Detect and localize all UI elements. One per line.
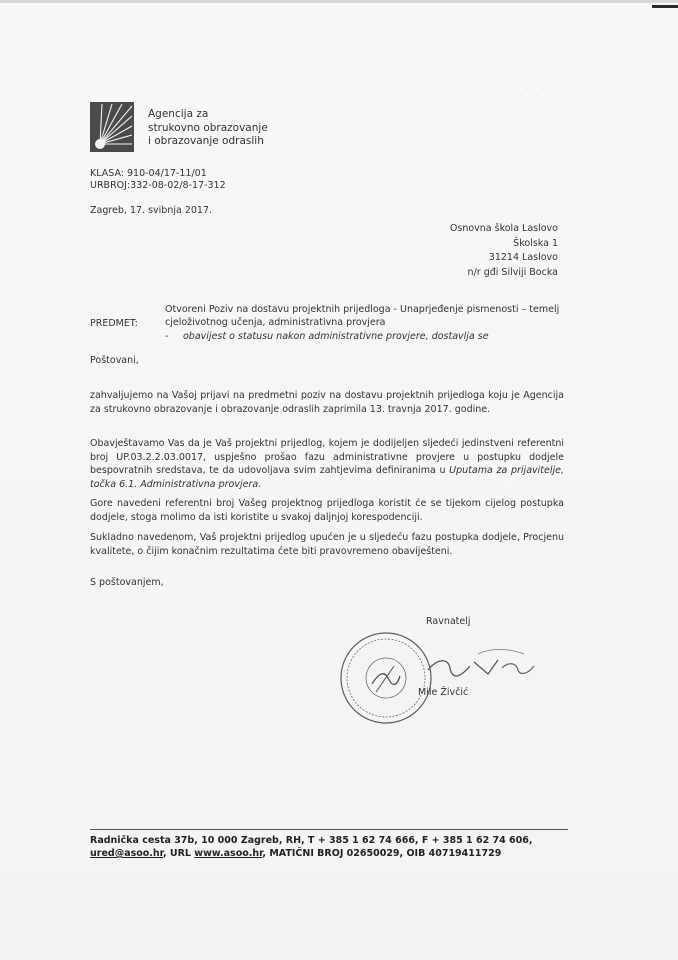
subject-line: cjeloživotnog učenja, administrativna provjera xyxy=(165,317,386,328)
agency-name-line: Agencija za xyxy=(148,108,209,120)
subject-dash: - xyxy=(165,331,169,342)
footer-email-link[interactable]: ured@asoo.hr xyxy=(90,848,163,859)
footer-url-link[interactable]: www.asoo.hr xyxy=(194,848,263,859)
footer-contact xyxy=(90,834,532,860)
subject-line: Otvoreni Poziv na dostavu projektnih prijedloga - Unaprjeđenje pismenosti – temelj xyxy=(165,304,560,315)
agency-name-line: strukovno obrazovanje xyxy=(148,121,268,134)
footer-line-2 xyxy=(90,847,532,860)
subject-text xyxy=(165,303,585,343)
urbroj: URBROJ:332-08-02/8-17-312 xyxy=(90,180,226,191)
footer-url-label: , URL xyxy=(162,848,191,859)
footer-line: Radnička cesta 37b, 10 000 Zagreb, RH, T + 385 1 62 74 666, F + 385 1 62 74 606, xyxy=(90,835,533,846)
klasa: KLASA: 910-04/17-11/01 xyxy=(90,168,207,179)
footer-registry: , MATIČNI BROJ 02650029, OIB 40719411729 xyxy=(262,848,502,859)
body-text-italic: Uputama za prijavitelje, točka 6.1. Administrativna provjera. xyxy=(90,465,564,490)
recipient-line: Osnovna škola Laslovo xyxy=(449,223,558,234)
agency-name-line: i obrazovanje odraslih xyxy=(148,135,264,147)
recipient-line: n/r gđi Silviji Bocka xyxy=(467,266,558,278)
recipient-address xyxy=(450,222,558,280)
body-text: Obavještavamo Vas da je Vaš projektni prijedlog, kojem je dodijeljen sljedeći jedinstveni referentni broj UP.03.2.2.03.0017, uspješno prošao fazu administrativne provjere u postupku dodjele bespovratnih sredstava, te da udovoljava svim zahtjevima definiranima u xyxy=(90,438,564,476)
recipient-line: 31214 Laslovo xyxy=(488,252,558,263)
agency-logo-icon xyxy=(90,102,134,152)
recipient-line: Školska 1 xyxy=(513,237,558,249)
body-paragraph xyxy=(90,437,564,491)
body-paragraph: zahvaljujemo na Vašoj prijavi na predmetni poziv na dostavu projektnih prijedloga koju je Agencija za strukovno obrazovanje i obrazovanje odraslih zaprimila 13. travnja 2017. godine. xyxy=(90,390,564,415)
scan-noise: · : · · · xyxy=(470,92,545,100)
closing: S poštovanjem, xyxy=(90,577,164,588)
subject-subline xyxy=(165,330,585,343)
letter-date: Zagreb, 17. svibnja 2017. xyxy=(90,205,213,216)
greeting: Poštovani, xyxy=(90,355,139,366)
scan-corner-mark xyxy=(652,5,678,8)
footer-divider xyxy=(90,829,568,830)
subject-label: PREDMET: xyxy=(90,318,138,329)
body-paragraph: Gore navedeni referentni broj Vašeg projektnog prijedloga koristit će se tijekom cijelog postupka dodjele, stoga molimo da isti koristite u svakoj daljnjoj korespodenciji. xyxy=(90,498,564,523)
agency-name xyxy=(148,108,268,149)
subject-line: obavijest o statusu nakon administrativne provjere, dostavlja se xyxy=(183,331,489,342)
scan-edge xyxy=(0,0,678,3)
body-paragraph: Sukladno navedenom, Vaš projektni prijedlog upućen je u sljedeću fazu postupka dodjele, Procjenu kvalitete, o čijim konačnim rezultatima ćete biti pravovremeno obaviješteni. xyxy=(90,532,564,557)
signatory-name: Mile Živčić xyxy=(418,687,469,698)
signatory-title: Ravnatelj xyxy=(426,616,471,627)
reference-block xyxy=(90,168,226,192)
